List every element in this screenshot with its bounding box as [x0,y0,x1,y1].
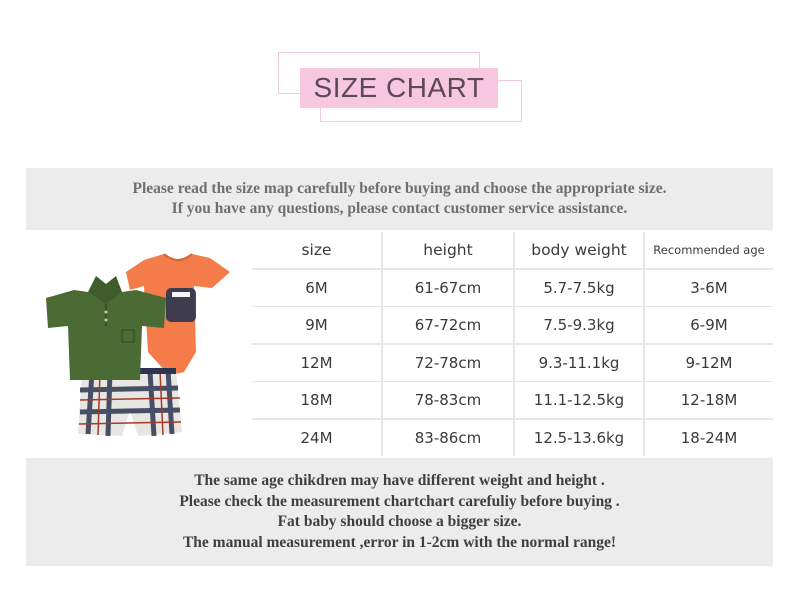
table-cell-age: 18-24M [645,420,773,456]
table-cell-age: 9-12M [645,345,773,381]
size-chart-title-block [278,52,524,124]
table-cell-age: 3-6M [645,270,773,306]
size-table [252,232,773,456]
header-body-weight: body weight [515,232,643,268]
notice-bottom-line: The same age chikdren may have different weight and height . [194,472,605,489]
table-cell-weight: 7.5-9.3kg [515,307,643,343]
table-cell-height: 72-78cm [383,345,513,381]
notice-bottom [26,458,773,566]
table-cell-height: 67-72cm [383,307,513,343]
header-recommended-age: Recommended age [645,232,773,268]
table-cell-weight: 12.5-13.6kg [515,420,643,456]
table-cell-age: 12-18M [645,382,773,418]
size-table-grid [252,232,773,456]
header-height: height [383,232,513,268]
notice-top-line: If you have any questions, please contact customer service assistance. [171,200,628,217]
product-image-area [26,232,252,456]
table-cell-age: 6-9M [645,307,773,343]
table-cell-size: 18M [252,382,381,418]
table-cell-size: 9M [252,307,381,343]
header-size: size [252,232,381,268]
baby-clothing-set-image [26,232,252,456]
notice-bottom-line: The manual measurement ,error in 1-2cm with the normal range! [182,533,617,551]
notice-bottom-line: Please check the measurement chartchart carefuliy before buying . [179,492,620,510]
title-highlight [300,68,498,108]
table-cell-weight: 5.7-7.5kg [515,270,643,306]
notice-bottom-line: Fat baby should choose a bigger size. [277,513,522,530]
table-cell-height: 61-67cm [383,270,513,306]
table-cell-size: 6M [252,270,381,306]
table-cell-weight: 11.1-12.5kg [515,382,643,418]
notice-top [26,168,773,230]
page-title: SIZE CHART [313,72,485,103]
table-cell-height: 83-86cm [383,420,513,456]
table-cell-size: 12M [252,345,381,381]
table-cell-weight: 9.3-11.1kg [515,345,643,381]
notice-top-line: Please read the size map carefully before buying and choose the appropriate size. [132,180,667,197]
table-cell-size: 24M [252,420,381,456]
table-cell-height: 78-83cm [383,382,513,418]
